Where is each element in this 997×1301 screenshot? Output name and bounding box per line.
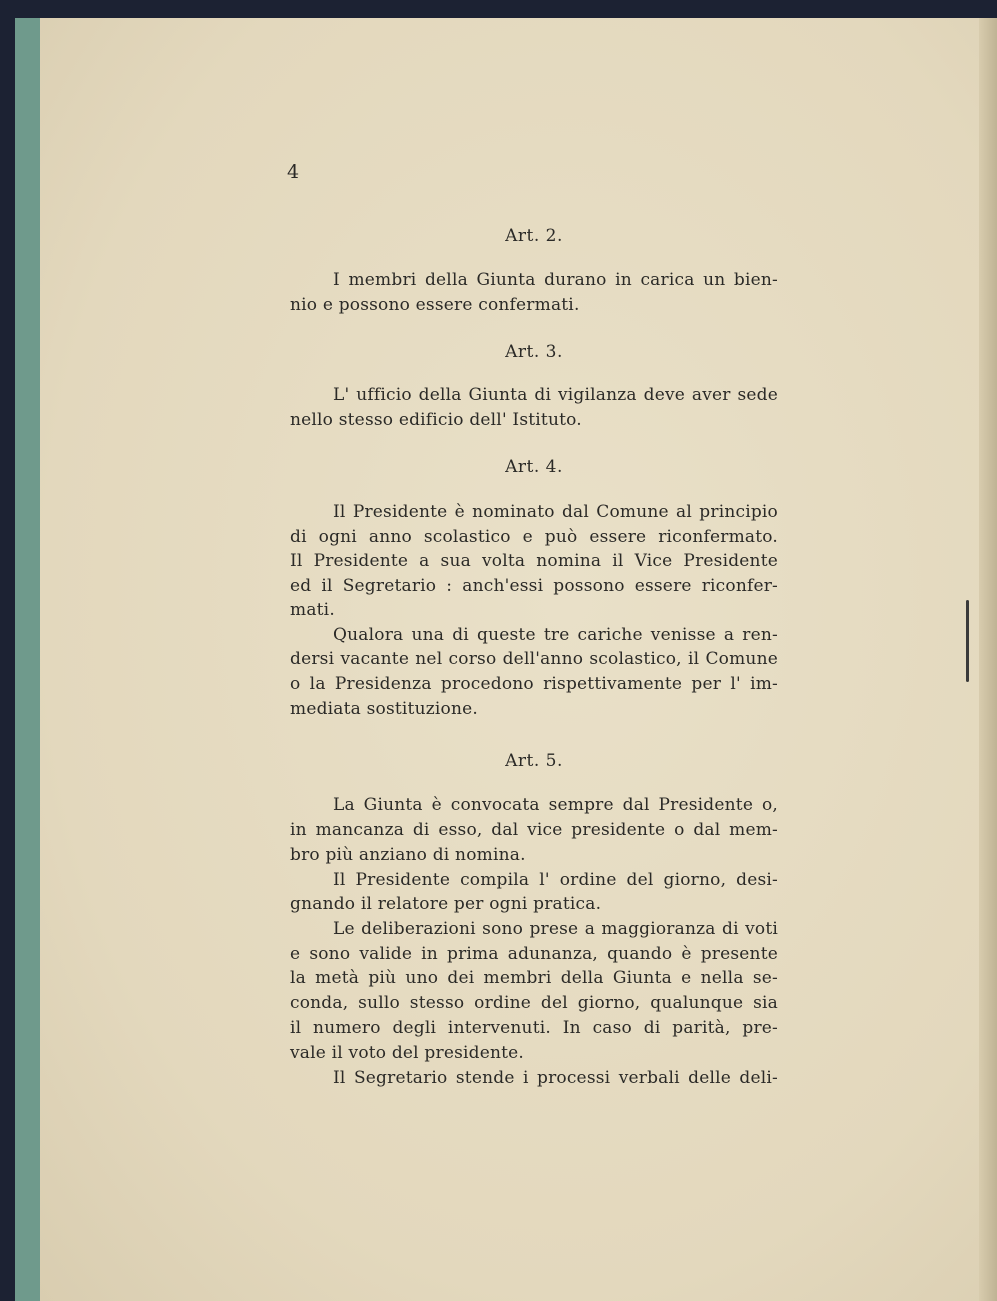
text-line: nio e possono essere confermati. [290,295,580,315]
text-line: Qualora una di queste tre cariche venisse a ren- [333,625,778,645]
article-heading: Art. 5. [505,751,563,771]
page-number: 4 [287,161,300,183]
text-line: o la Presidenza procedono rispettivamente per l' im- [290,674,778,694]
text-line: di ogni anno scolastico e può essere riconfermato. [290,527,778,547]
text-line: Il Presidente compila l' ordine del giorno, desi- [333,870,778,890]
text-line: L' ufficio della Giunta di vigilanza deve aver sede [333,385,778,405]
text-line: Il Presidente a sua volta nomina il Vice Presidente [290,551,778,571]
text-line: La Giunta è convocata sempre dal Presidente o, [333,795,778,815]
text-line: I membri della Giunta durano in carica un bien- [333,270,778,290]
text-line: nello stesso edificio dell' Istituto. [290,410,582,430]
text-line: Il Presidente è nominato dal Comune al principio [333,502,778,522]
text-line: e sono valide in prima adunanza, quando è presente [290,944,778,964]
text-line: bro più anziano di nomina. [290,845,526,865]
text-line: ed il Segretario : anch'essi possono essere riconfer- [290,576,778,596]
binding-strip [15,18,43,1301]
article-heading: Art. 2. [505,226,563,246]
text-line: Il Segretario stende i processi verbali delle deli- [333,1068,778,1088]
text-line: Le deliberazioni sono prese a maggioranza di voti [333,919,778,939]
text-line: mati. [290,600,335,620]
text-line: mediata sostituzione. [290,699,478,719]
text-line: gnando il relatore per ogni pratica. [290,894,602,914]
text-line: dersi vacante nel corso dell'anno scolastico, il Comune [290,649,778,669]
text-line: in mancanza di esso, dal vice presidente o dal mem- [290,820,778,840]
text-line: il numero degli intervenuti. In caso di parità, pre- [290,1018,778,1038]
text-line: conda, sullo stesso ordine del giorno, qualunque sia [290,993,778,1013]
article-heading: Art. 4. [505,457,563,477]
text-line: vale il voto del presidente. [290,1043,525,1063]
page-edge [979,18,997,1301]
margin-mark [966,600,969,682]
article-heading: Art. 3. [505,342,563,362]
text-line: la metà più uno dei membri della Giunta e nella se- [290,968,778,988]
